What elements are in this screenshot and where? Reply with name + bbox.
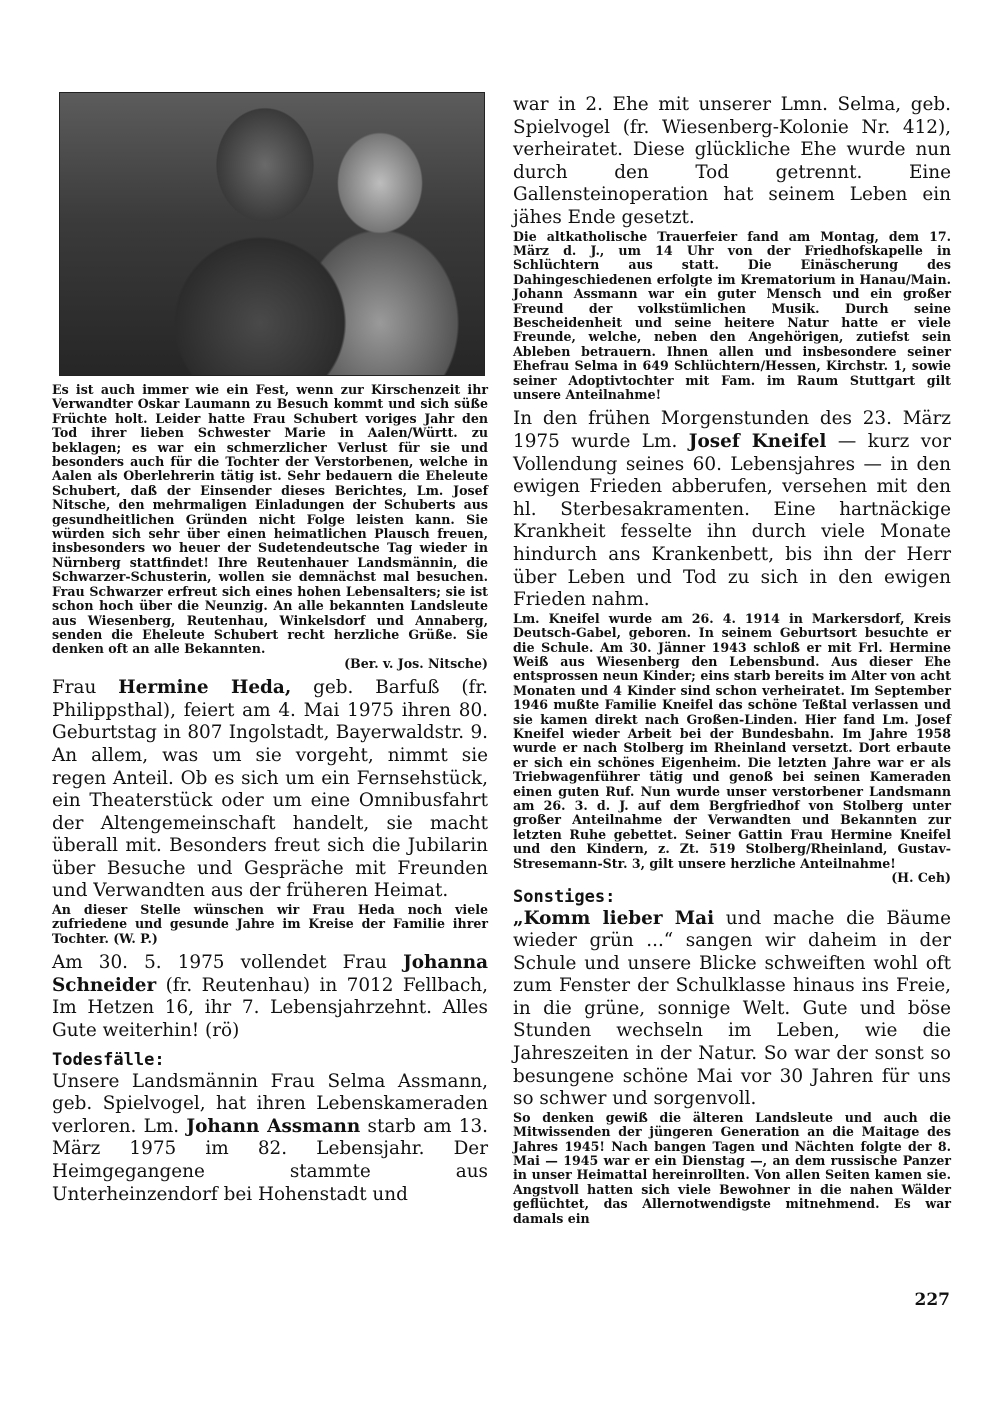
article-heda-note: An dieser Stelle wünschen wir Frau Heda noch viele zufriedene und gesunde Jahre im Kreise der Familie ihrer Tochter. (W. P.)	[52, 902, 488, 946]
name-johann-assmann: Johann Assmann	[186, 1115, 361, 1137]
article-kneifel-note: Lm. Kneifel wurde am 26. 4. 1914 in Markersdorf, Kreis Deutsch-Gabel, geboren. In seinem Geburtsort besuchte er die Schule. Am 30. Jänner 1943 schloß er mit Frl. Hermine Weiß aus Wiesenberg den Lebensbund. Aus dieser Ehe entsprossen neun Kinder; eins starb bereits im Alter von acht Monaten und 4 Kinder sind schon verheiratet. Im September 1946 mußte Familie Kneifel das schöne Teßtal verlassen und sie kamen direkt nach Großen-Linden. Hier fand Lm. Josef Kneifel wieder Arbeit bei der Bundesbahn. Im Jahre 1958 wurde er nach Stolberg im Rheinland versetzt. Dort erbaute er sich ein schönes Eigenheim. Die letzten Jahre war er als Triebwagenführer tätig und genoß bei seinen Kameraden einen guten Ruf. Nun wurde unser verstorbener Landsmann am 26. 3. d. J. auf dem Bergfriedhof von Stolberg unter großer Anteilnahme der Verwandten und Bekannten zur letzten Ruhe gebettet. Seiner Gattin Frau Hermine Kneifel und den Kindern, z. Zt. 519 Stolberg/Rheinland, Gustav-Stresemann-Str. 3, gilt unsere herzliche Anteilnahme!	[513, 610, 951, 871]
article-assmann-continued: war in 2. Ehe mit unserer Lmn. Selma, geb. Spielvogel (fr. Wiesenberg-Kolonie Nr. 412), verheiratet. Diese glückliche Ehe wurde nun durch den Tod getrennt. Eine Gallensteinoperation hat seinem Leben ein jähes Ende gesetzt.	[513, 94, 951, 228]
article-kneifel: In den frühen Morgenstunden des 23. März 1975 wurde Lm. Josef Kneifel — kurz vor Vollendung seines 60. Lebensjahres — in den ewigen Frieden abberufen, versehen mit den hl. Sterbesakramenten. Eine hartnäckige Krankheit fesselte ihn durch viele Monate hindurch ans Krankenbett, bis ihn der Herr über Leben und Tod zu sich in den ewigen Frieden nahm.	[513, 408, 951, 611]
article-heda: Frau Hermine Heda, geb. Barfuß (fr. Philippsthal), feiert am 4. Mai 1975 ihren 80. Geburtstag in 807 Ingolstadt, Bayerwaldstr. 9. An allem, was um sie vorgeht, nimmt sie regen Anteil. Ob es sich um ein Fernsehstück, ein Theaterstück oder um eine Omnibusfahrt der Altengemeinschaft handelt, sie macht überall mit. Besonders freut sich die Jubilarin über Besuche und Gespräche mit Freunden und Verwandten aus der früheren Heimat.	[52, 677, 488, 902]
heading-sonstiges: Sonstiges:	[513, 886, 616, 907]
name-josef-kneifel: Josef Kneifel	[688, 431, 827, 453]
name-hermine-heda: Hermine Heda,	[118, 677, 292, 699]
photo-caption: Es ist auch immer wie ein Fest, wenn zur Kirschenzeit ihr Verwandter Oskar Laumann zu Besuch kommt und sich süße Früchte holt. Leider hatte Frau Schubert voriges Jahr den Tod ihrer lieben Schwester Marie in Aalen/Württ. zu beklagen; es war ein schmerzlicher Verlust für sie und besonders auch für die Tochter der Verstorbenen, welche in Aalen als Oberlehrerin tätig ist. Sehr bedauern die Eheleute Schubert, daß der Einsender dieses Berichtes, Lm. Josef Nitsche, den mehrmaligen Einladungen der Schuberts aus gesundheitlichen Gründen nicht Folge leisten kann. Sie würden sich sehr über einen heimatlichen Plausch freuen, insbesonders wo heuer der Sudetendeutsche Tag wieder in Nürnberg stattfindet! Ihre Reutenhauer Landsmännin, die Schwarzer-Schusterin, wollen sie demnächst mal besuchen. Frau Schwarzer erfreut sich eines hohen Lebensalters; sie ist schon hoch über die Neunzig. An alle bekannten Landsleute aus Wiesenberg, Reutenhau, Winkelsdorf und Annaberg, senden die Eheleute Schubert recht herzliche Grüße. Sie denken oft an alle Bekannten.	[52, 382, 488, 657]
photo-caption-signature: (Ber. v. Jos. Nitsche)	[344, 655, 488, 671]
article-kneifel-signature: (H. Ceh)	[891, 870, 951, 886]
article-schneider: Am 30. 5. 1975 vollendet Frau Johanna Schneider (fr. Reutenhau) in 7012 Fellbach, Im Hetzen 16, ihr 7. Lebensjahrzehnt. Alles Gute weiterhin! (rö)	[52, 952, 488, 1042]
left-column	[52, 0, 488, 1206]
article-assmann-note: Die altkatholische Trauerfeier fand am Montag, dem 17. März d. J., um 14 Uhr von der Friedhofskapelle in Schlüchtern aus statt. Die Einäscherung des Dahingeschiedenen erfolgte im Krematorium in Hanau/Main. Johann Assmann war ein guter Mensch und ein großer Freund der volkstümlichen Musik. Durch seine Bescheidenheit und seine heitere Natur hatte er viele Freunde, welche, neben den Angehörigen, zutiefst sein Ableben betrauern. Ihnen allen und insbesondere seiner Ehefrau Selma in 649 Schlüchtern/Hessen, Kirchstr. 1, sowie seiner Adoptivtochter mit Fam. im Raum Stuttgart gilt unsere Anteilnahme!	[513, 228, 951, 403]
heading-todesfaelle: Todesfälle:	[52, 1049, 165, 1070]
name-johanna-schneider: Johanna Schneider	[52, 952, 488, 996]
article-mai: „Komm lieber Mai und mache die Bäume wieder grün ...“ sangen wir daheim in der Schule und unsere Blicke schweiften wohl oft zum Fenster der Schulklasse hinaus ins Freie, in die grüne, sonnige Welt. Gute und böse Stunden wechseln im Leben, wie die Jahreszeiten in der Natur. So war der sonst so besungene schöne Mai vor 30 Jahren für uns so schwer und sorgenvoll.	[513, 907, 951, 1110]
title-komm-lieber-mai: „Komm lieber Mai	[513, 907, 715, 929]
right-column	[513, 0, 951, 1226]
page-number: 227	[914, 1290, 950, 1310]
article-assmann: Unsere Landsmännin Frau Selma Assmann, geb. Spielvogel, hat ihren Lebenskameraden verloren. Lm. Johann Assmann starb am 13. März 1975 im 82. Lebensjahr. Der Heimgegangene stammte aus Unterheinzendorf bei Hohenstadt und	[52, 1070, 488, 1205]
article-mai-note: So denken gewiß die älteren Landsleute und auch die Mitwissenden der jüngeren Generation an die Maitage des Jahres 1945! Nach bangen Tagen und Nächten folgte der 8. Mai — 1945 war er ein Dienstag —, an dem russische Panzer in unser Heimattal hereinrollten. Von allen Seiten kamen sie. Angstvoll hatten sich viele Bewohner in die nahen Wälder geflüchtet, das Allernotwendigste mitnehmend. Es war damals ein	[513, 1109, 951, 1226]
